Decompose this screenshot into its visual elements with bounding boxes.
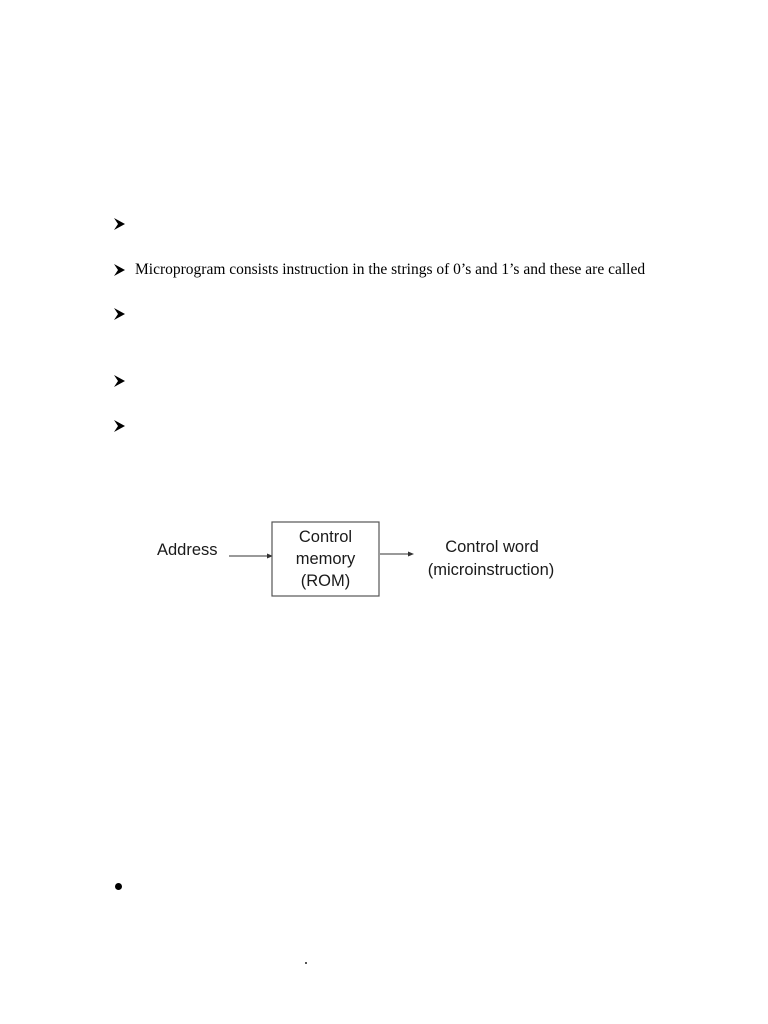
control-memory-diagram bbox=[140, 505, 580, 615]
box-line-3: (ROM) bbox=[300, 572, 351, 590]
bullet-item-4 bbox=[113, 371, 135, 391]
output-arrowhead-icon bbox=[408, 552, 414, 557]
output-line-2: (microinstruction) bbox=[427, 561, 555, 579]
bullet-item-1 bbox=[113, 214, 135, 234]
box-line-1: Control bbox=[298, 528, 353, 546]
box-line-2: memory bbox=[295, 550, 356, 568]
arrowhead-bullet-icon bbox=[113, 262, 135, 278]
output-line-1: Control word bbox=[445, 538, 539, 556]
bullet-item-2 bbox=[113, 260, 645, 280]
arrowhead-bullet-icon bbox=[113, 418, 135, 434]
round-bullet-icon bbox=[115, 883, 122, 890]
arrowhead-bullet-icon bbox=[113, 306, 135, 322]
bullet-item-5 bbox=[113, 416, 135, 436]
stray-dot bbox=[305, 962, 307, 964]
bullet-text: Microprogram consists instruction in the strings of 0’s and 1’s and these are called bbox=[135, 261, 646, 278]
arrowhead-bullet-icon bbox=[113, 216, 135, 232]
bullet-item-3 bbox=[113, 304, 135, 324]
arrowhead-bullet-icon bbox=[113, 373, 135, 389]
address-label: Address bbox=[157, 541, 218, 559]
